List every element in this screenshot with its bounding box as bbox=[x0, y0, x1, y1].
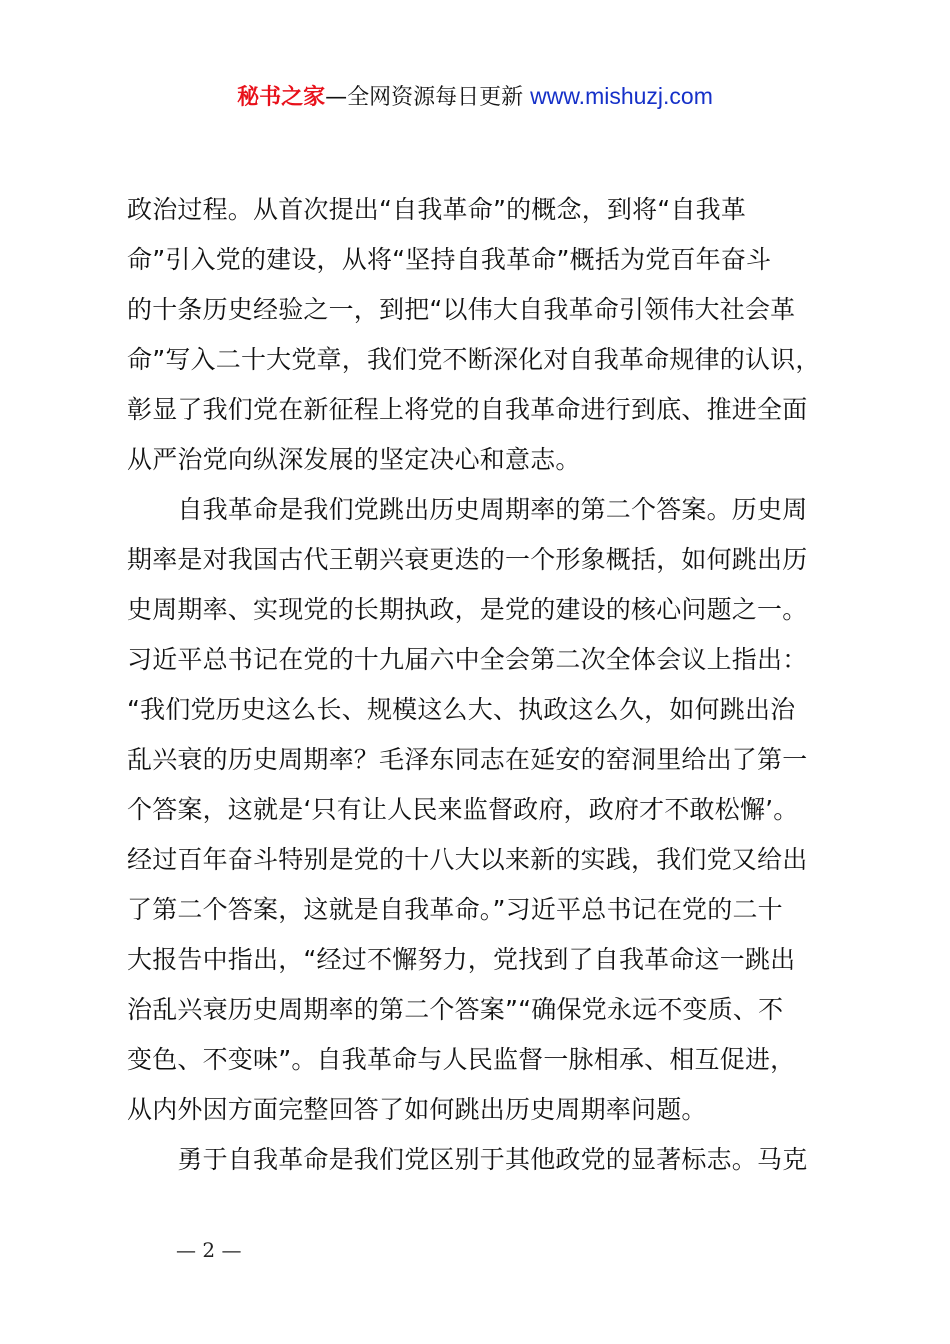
site-url-link[interactable]: www.mishuzj.com bbox=[530, 83, 713, 109]
text-line: 彰显了我们党在新征程上将党的自我革命进行到底、推进全面 bbox=[127, 395, 808, 424]
text-line: 自我革命是我们党跳出历史周期率的第二个答案。历史周 bbox=[127, 495, 808, 524]
text-line: 命”引入党的建设，从将“坚持自我革命”概括为党百年奋斗 bbox=[127, 245, 772, 274]
text-line: 变色、不变味”。自我革命与人民监督一脉相承、相互促进， bbox=[127, 1045, 796, 1074]
header-slogan: —全网资源每日更新 bbox=[325, 85, 531, 110]
text-line: 从严治党向纵深发展的坚定决心和意志。 bbox=[127, 445, 581, 474]
text-line: 政治过程。从首次提出“自我革命”的概念，到将“自我革 bbox=[127, 195, 747, 224]
brand-name: 秘书之家 bbox=[237, 85, 326, 110]
text-line: “我们党历史这么长、规模这么大、执政这么久，如何跳出治 bbox=[127, 695, 796, 724]
text-line: 史周期率、实现党的长期执政，是党的建设的核心问题之一。 bbox=[127, 595, 808, 624]
text-line: 治乱兴衰历史周期率的第二个答案”“确保党永远不变质、不 bbox=[127, 995, 784, 1024]
text-line: 大报告中指出，“经过不懈努力，党找到了自我革命这一跳出 bbox=[127, 945, 796, 974]
text-line: 经过百年奋斗特别是党的十八大以来新的实践，我们党又给出 bbox=[127, 845, 808, 874]
text-line: 了第二个答案，这就是自我革命。”习近平总书记在党的二十 bbox=[127, 895, 783, 924]
document-body bbox=[127, 185, 843, 1185]
site-header bbox=[0, 80, 950, 114]
text-line: 命”写入二十大党章，我们党不断深化对自我革命规律的认识， bbox=[127, 345, 821, 374]
text-line: 勇于自我革命是我们党区别于其他政党的显著标志。马克 bbox=[127, 1145, 808, 1174]
text-line: 乱兴衰的历史周期率？毛泽东同志在延安的窑洞里给出了第一 bbox=[127, 745, 808, 774]
page-number: — 2 — bbox=[176, 1238, 242, 1262]
text-line: 从内外因方面完整回答了如何跳出历史周期率问题。 bbox=[127, 1095, 707, 1124]
text-line: 个答案，这就是‘只有让人民来监督政府，政府才不敢松懈’。 bbox=[127, 795, 799, 824]
text-line: 习近平总书记在党的十九届六中全会第二次全体会议上指出： bbox=[127, 645, 808, 674]
text-line: 的十条历史经验之一，到把“以伟大自我革命引领伟大社会革 bbox=[127, 295, 796, 324]
text-line: 期率是对我国古代王朝兴衰更迭的一个形象概括，如何跳出历 bbox=[127, 545, 808, 574]
